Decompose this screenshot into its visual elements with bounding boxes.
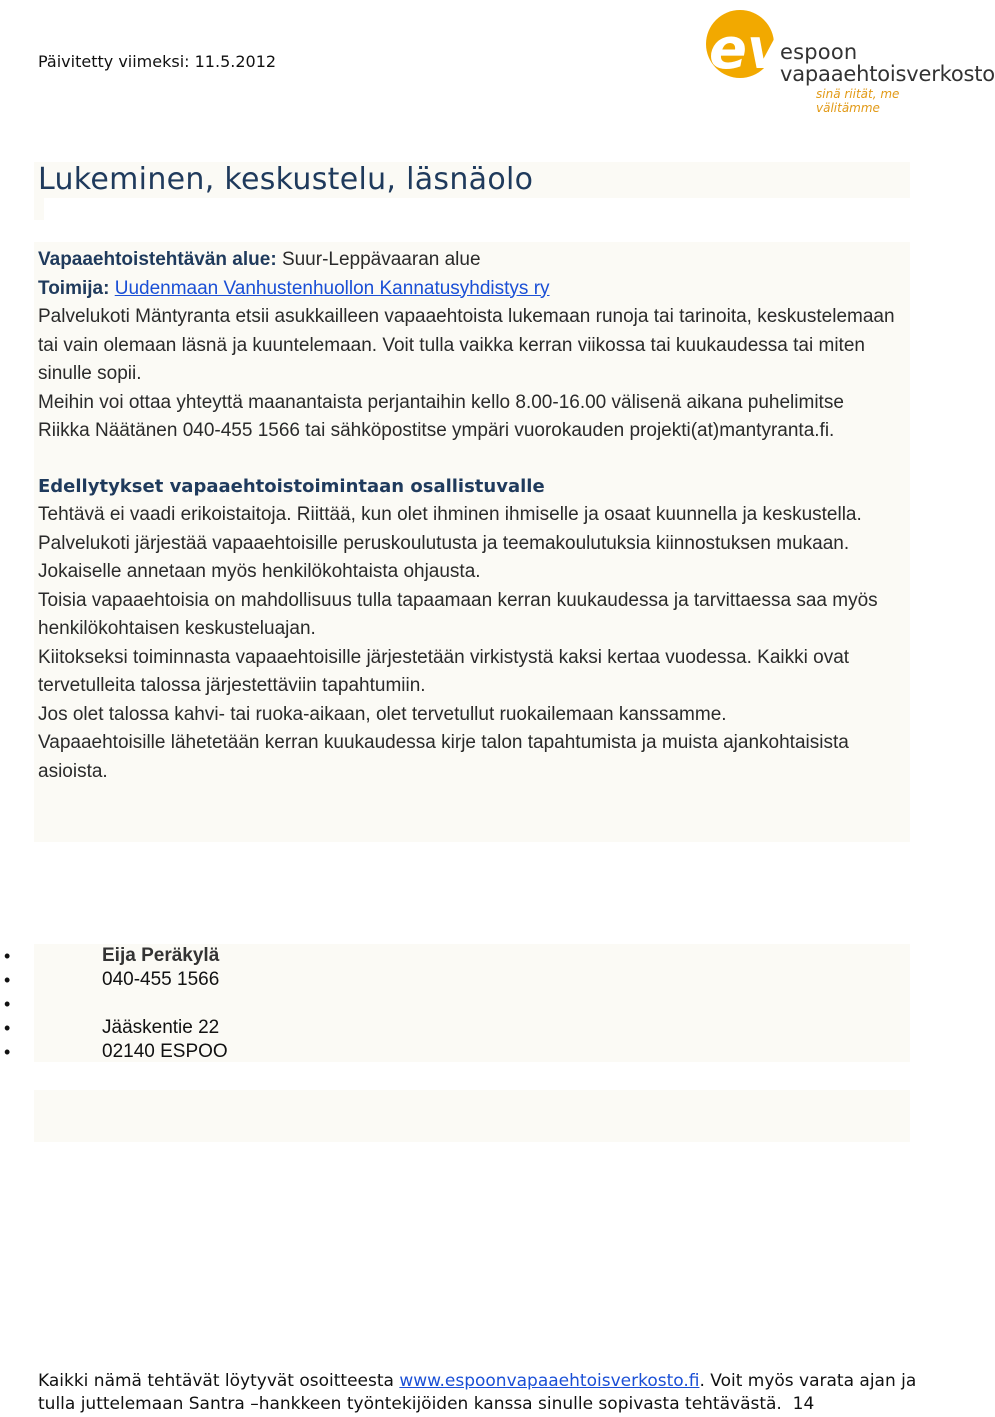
organizer-row xyxy=(38,275,898,304)
area-label: Vapaaehtoistehtävän alue: xyxy=(38,249,277,270)
last-updated-date: Päivitetty viimeksi: 11.5.2012 xyxy=(38,52,277,71)
footer-line1 xyxy=(38,1370,928,1393)
contact-blank-item xyxy=(0,992,228,1016)
footer-text-after-link: . Voit myös varata ajan ja xyxy=(699,1371,917,1391)
area-value: Suur-Leppävaaran alue xyxy=(281,249,481,270)
contact-street-item xyxy=(0,1016,228,1040)
organizer-link[interactable]: Uudenmaan Vanhustenhuollon Kannatusyhdistys ry xyxy=(114,277,550,299)
title-background-tick xyxy=(34,198,44,220)
logo-text-line2: vapaaehtoisverkosto xyxy=(780,62,995,86)
page-footer xyxy=(38,1370,928,1416)
requirements-paragraph: Jos olet talossa kahvi- tai ruoka-aikaan, olet tervetullut ruokailemaan kanssamme. xyxy=(38,703,727,725)
requirements-paragraph: Kiitokseksi toiminnasta vapaaehtoisille järjestetään virkistystä kaksi kertaa vuodessa. Kaikki ovat tervetulleita talossa järjestettäviin tapahtumiin. xyxy=(38,646,850,696)
requirements-paragraph: Palvelukoti järjestää vapaaehtoisille peruskoulutusta ja teemakoulutuksia kiinnostuksen mukaan. Jokaiselle annetaan myös henkilökohtaista ohjausta. xyxy=(38,532,850,582)
contact-name-item xyxy=(0,944,228,968)
contact-name: Eija Peräkylä xyxy=(102,945,220,966)
footer-website-link[interactable]: www.espoonvapaaehtoisverkosto.fi xyxy=(399,1371,700,1391)
requirements-paragraph: Vapaaehtoisille lähetetään kerran kuukaudessa kirje talon tapahtumista ja muista ajankohtaisista asioista. xyxy=(38,732,849,782)
contact-city: 02140 ESPOO xyxy=(102,1041,228,1062)
logo-tagline: sinä riität, me välitämme xyxy=(816,87,900,115)
contact-list xyxy=(0,944,228,1064)
contact-phone: 040-455 1566 xyxy=(102,969,220,990)
contact-phone-item xyxy=(0,968,228,992)
contact-city-item xyxy=(0,1040,228,1064)
requirements-paragraph: Tehtävä ei vaadi erikoistaitoja. Riittää, kun olet ihminen ihmiselle ja osaat kuunnella ja keskustella. xyxy=(38,504,862,525)
contact-street: Jääskentie 22 xyxy=(102,1017,220,1038)
logo-text-line1: espoon xyxy=(780,40,858,64)
description-text: Palvelukoti Mäntyranta etsii asukkailleen vapaaehtoista lukemaan runoja tai tarinoita, keskustelemaan tai vain olemaan läsnä ja kuuntelemaan. Voit tulla vaikka kerran viikossa tai kuukaudessa tai miten sinulle sopii. xyxy=(38,306,895,384)
empty-background-block xyxy=(34,1090,910,1142)
requirements-heading: Edellytykset vapaaehtoistoimintaan osallistuvalle xyxy=(38,475,545,497)
contact-info-text: Meihin voi ottaa yhteyttä maanantaista perjantaihin kello 8.00-16.00 välisenä aikana puhelimitse Riikka Näätänen 040-455 1566 tai sähköpostitse ympäri vuorokauden projekti(at)mantyranta.fi. xyxy=(38,391,844,441)
footer-line2 xyxy=(38,1393,928,1416)
page-number: 14 xyxy=(792,1394,815,1414)
organizer-label: Toimija: xyxy=(38,277,110,299)
page-title: Lukeminen, keskustelu, läsnäolo xyxy=(38,162,534,197)
logo-mark-text: ev xyxy=(709,17,784,82)
task-description xyxy=(38,246,898,786)
requirements-paragraph: Toisia vapaaehtoisia on mahdollisuus tulla tapaamaan kerran kuukaudessa ja tarvittaessa saa myös henkilökohtaisen keskusteluajan. xyxy=(38,589,878,639)
footer-text: Kaikki nämä tehtävät löytyvät osoitteesta xyxy=(38,1371,400,1391)
footer-text-line2: tulla juttelemaan Santra –hankkeen työntekijöiden kanssa sinulle sopivasta tehtävästä. xyxy=(38,1394,782,1414)
area-row xyxy=(38,246,898,275)
